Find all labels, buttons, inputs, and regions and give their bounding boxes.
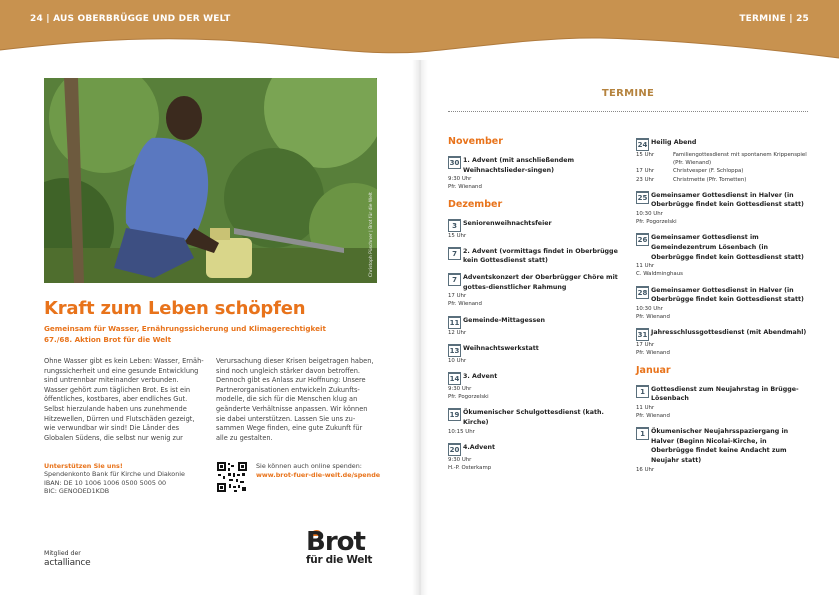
donation-account: [44, 462, 185, 496]
event-detail: 12 Uhr: [448, 329, 467, 336]
event-detail: Pfr. Pogorzelski: [636, 219, 677, 226]
event-item: [448, 273, 618, 309]
body-line: modelle, die sich für die Menschen klug an: [216, 395, 358, 404]
event-detail: Pfr. Wienand: [448, 301, 482, 308]
event-title: [448, 344, 618, 357]
event-detail: 16 Uhr: [636, 466, 655, 473]
body-line: Globalen Südens, die selbst nur wenig zur: [44, 433, 183, 442]
event-item: [636, 427, 811, 474]
event-detail: H.-P. Osterkamp: [448, 464, 492, 471]
event-title: [448, 156, 618, 175]
body-line: sind untrennbar miteinander verbunden.: [44, 376, 179, 385]
calendar-day-icon: 13: [448, 344, 461, 357]
body-line: Verursachung dieser Krisen beigetragen haben,: [216, 357, 374, 365]
event-item: [448, 156, 618, 192]
event-title-text: Gemeinsamer Gottesdienst in Halver (in Oberbrügge findet kein Gottesdienst statt): [651, 191, 804, 209]
event-item: [636, 233, 811, 278]
event-detail: 17 Uhr: [636, 342, 655, 349]
event-detail: 10 Uhr: [448, 357, 467, 364]
event-title: [448, 273, 618, 292]
event-title-text: Ökumenischer Schulgottesdienst (kath. Kirche): [463, 409, 604, 426]
event-detail: Pfr. Pogorzelski: [448, 394, 489, 401]
actalliance-logo: [44, 550, 91, 569]
event-description: Christmette (Pfr. Tometten): [673, 176, 747, 183]
event-title: [636, 328, 811, 341]
event-detail: 9:30 Uhr: [448, 456, 472, 463]
photo-credit: Christoph Püschner | Brot für die Welt: [369, 192, 374, 277]
event-item: [636, 138, 811, 184]
calendar-day-icon: 1: [636, 385, 649, 398]
brot-logo-tagline: für die Welt: [306, 554, 373, 566]
calendar-day-icon: 28: [636, 286, 649, 299]
event-detail: Pfr. Wienand: [636, 313, 670, 320]
event-title-text: Jahresschlussgottesdienst (mit Abendmahl): [651, 329, 807, 337]
body-line: Partnerorganisationen entwickeln Zukunfts-: [216, 385, 360, 394]
event-item: [448, 443, 618, 472]
event-title: [448, 316, 618, 329]
event-title-text: 4.Advent: [463, 443, 496, 451]
body-line: wie verwundbar wir sind! Die Länder des: [44, 424, 180, 433]
event-item: [448, 344, 618, 365]
event-title: [636, 286, 811, 305]
event-detail: 9:30 Uhr: [448, 385, 472, 392]
qr-code-icon[interactable]: [216, 461, 248, 493]
event-detail: Pfr. Wienand: [448, 184, 482, 191]
article-subtitle: [44, 324, 384, 345]
event-title-text: Adventskonzert der Oberbrügger Chöre mit gottes-dienstlicher Rahmung: [463, 273, 618, 291]
subtitle-line: 67./68. Aktion Brot für die Welt: [44, 334, 172, 344]
event-detail: 17 Uhr: [448, 293, 467, 300]
calendar-day-icon: 20: [448, 443, 461, 456]
body-line: rungssicherheit und eine gesunde Entwicklung: [44, 366, 199, 375]
event-title: [636, 385, 811, 404]
event-detail: 15 Uhr: [448, 232, 467, 239]
event-schedule-row: [636, 159, 811, 167]
event-detail: Pfr. Wienand: [636, 350, 670, 357]
bic-line: BIC: GENODED1KDB: [44, 487, 110, 496]
brot-logo-word: Brot: [306, 527, 365, 557]
event-item: [448, 219, 618, 240]
event-title-text: 2. Advent (vormittags findet in Oberbrügge kein Gottesdienst statt): [463, 247, 618, 265]
body-line: sind noch ungleich stärker davon betroffen.: [216, 366, 360, 375]
month-heading: Januar: [636, 364, 671, 376]
header-right-text: TERMINE | 25: [739, 14, 809, 24]
event-item: [448, 372, 618, 401]
event-detail: 11 Uhr: [636, 263, 655, 270]
event-time: 17 Uhr: [636, 168, 655, 175]
event-item: [636, 191, 811, 227]
calendar-day-icon: 7: [448, 247, 461, 260]
body-line: Dennoch gibt es Anlass zur Hoffnung: Unsere: [216, 376, 366, 385]
calendar-day-icon: 31: [636, 328, 649, 341]
article-column-right: [216, 357, 376, 443]
event-detail: 11 Uhr: [636, 404, 655, 411]
online-text: Sie können auch online spenden:: [256, 462, 362, 470]
event-schedule-row: [636, 167, 811, 175]
event-title-text: 1. Advent (mit anschließendem Weihnachtslieder-singen): [463, 157, 575, 174]
calendar-day-icon: 19: [448, 408, 461, 421]
online-donation: [256, 462, 380, 481]
brot-fuer-die-welt-logo: [306, 527, 373, 566]
calendar-day-icon: 1: [636, 427, 649, 440]
event-item: [636, 328, 811, 357]
body-line: geänderte Verhältnisse anpassen. Wir können: [216, 404, 368, 413]
event-detail: 10:30 Uhr: [636, 305, 663, 312]
event-title: [448, 408, 618, 427]
event-title: [636, 138, 811, 151]
event-title-text: Weihnachtswerkstatt: [463, 344, 539, 352]
event-title: [636, 427, 811, 465]
calendar-day-icon: 11: [448, 316, 461, 329]
event-title: [448, 443, 618, 456]
event-detail: 10:15 Uhr: [448, 428, 475, 435]
event-title-text: Seniorenweihnachtsfeier: [463, 219, 552, 227]
event-time: [636, 159, 673, 167]
body-line: alle zu gestalten.: [216, 433, 273, 442]
event-title: [636, 233, 811, 262]
body-line: Selbst hierzulande haben uns zunehmende: [44, 404, 187, 413]
termine-heading: TERMINE: [601, 88, 655, 99]
events-column-right: [636, 138, 811, 481]
event-item: [448, 247, 618, 266]
event-description: (Pfr. Wienand): [673, 160, 712, 167]
event-title-text: Gottesdienst zum Neujahrstag in Brügge-Lösenbach: [651, 385, 799, 403]
event-time: 15 Uhr: [636, 152, 655, 158]
event-title: [448, 372, 618, 385]
page-gutter: [412, 60, 428, 595]
month-heading: November: [448, 136, 503, 147]
act-member-text: Mitglied der: [44, 550, 81, 557]
body-line: sammen Wege finden, eine gute Zukunft für: [216, 424, 363, 433]
event-title-text: Heilig Abend: [651, 139, 697, 146]
body-line: Hitzewellen, Dürren und Flutschäden gezeigt,: [44, 414, 195, 423]
account-line: Spendenkonto Bank für Kirche und Diakonie: [44, 470, 185, 479]
body-line: sie dabei unterstützen. Lassen Sie uns zu-: [216, 414, 356, 423]
event-time: 23 Uhr: [636, 176, 655, 183]
event-title: [636, 191, 811, 210]
body-line: Wasser gehört zum täglichen Brot. Es ist ein: [44, 385, 191, 394]
article-photo: [44, 78, 377, 283]
event-detail: Pfr. Wienand: [636, 412, 670, 419]
event-item: [636, 286, 811, 322]
calendar-day-icon: 24: [636, 138, 649, 151]
event-title-text: 3. Advent: [463, 372, 498, 380]
event-title-text: Gemeinsamer Gottesdienst in Halver (in Oberbrügge findet kein Gottesdienst statt): [651, 286, 804, 304]
calendar-day-icon: 14: [448, 372, 461, 385]
event-schedule-row: [636, 176, 811, 184]
event-detail: C. Waldminghaus: [636, 271, 683, 278]
event-title: [448, 247, 618, 266]
event-title-text: Gemeinde-Mittagessen: [463, 316, 546, 324]
donation-link[interactable]: www.brot-fuer-die-welt.de/spende: [256, 471, 381, 480]
calendar-day-icon: 7: [448, 273, 461, 286]
month-heading: Dezember: [448, 198, 503, 210]
event-detail: 9:30 Uhr: [448, 176, 472, 183]
header-left-text: 24 | AUS OBERBRÜGGE UND DER WELT: [30, 14, 231, 24]
article-title: Kraft zum Leben schöpfen: [44, 298, 306, 319]
event-description: Familiengottesdienst mit spontanem Krippenspiel: [673, 152, 807, 158]
event-detail: 10:30 Uhr: [636, 211, 663, 217]
event-title: [448, 219, 618, 232]
calendar-day-icon: 26: [636, 233, 649, 246]
calendar-day-icon: 25: [636, 191, 649, 204]
event-title-text: Ökumenischer Neujahrsspaziergang in Halver (Beginn Nicolai-Kirche, in Oberbrügge findet keine Andacht zum Neujahr statt): [651, 428, 789, 464]
act-logo-text: actalliance: [44, 558, 91, 568]
event-title-text: Gemeinsamer Gottesdienst im Gemeindezentrum Lösenbach (in Oberbrügge findet kein Gottesdienst statt): [651, 234, 804, 261]
support-label: Unterstützen Sie uns!: [44, 462, 123, 470]
events-column-left: [448, 130, 618, 479]
calendar-day-icon: 30: [448, 156, 461, 169]
subtitle-line: Gemeinsam für Wasser, Ernährungssicherung und Klimagerechtigkeit: [44, 324, 326, 333]
body-line: öffentliches, kostbares, aber endliches Gut.: [44, 395, 188, 404]
event-item: [448, 408, 618, 435]
iban-line: IBAN: DE 10 1006 1006 0500 5005 00: [44, 478, 167, 487]
article-column-left: [44, 357, 204, 443]
event-schedule-row: [636, 151, 811, 159]
body-line: Ohne Wasser gibt es kein Leben: Wasser, Ernäh-: [44, 357, 204, 365]
event-item: [636, 385, 811, 421]
event-item: [448, 316, 618, 337]
dotted-divider: [448, 111, 808, 112]
calendar-day-icon: 3: [448, 219, 461, 232]
event-description: Christvesper (F. Schloppa): [673, 168, 744, 175]
